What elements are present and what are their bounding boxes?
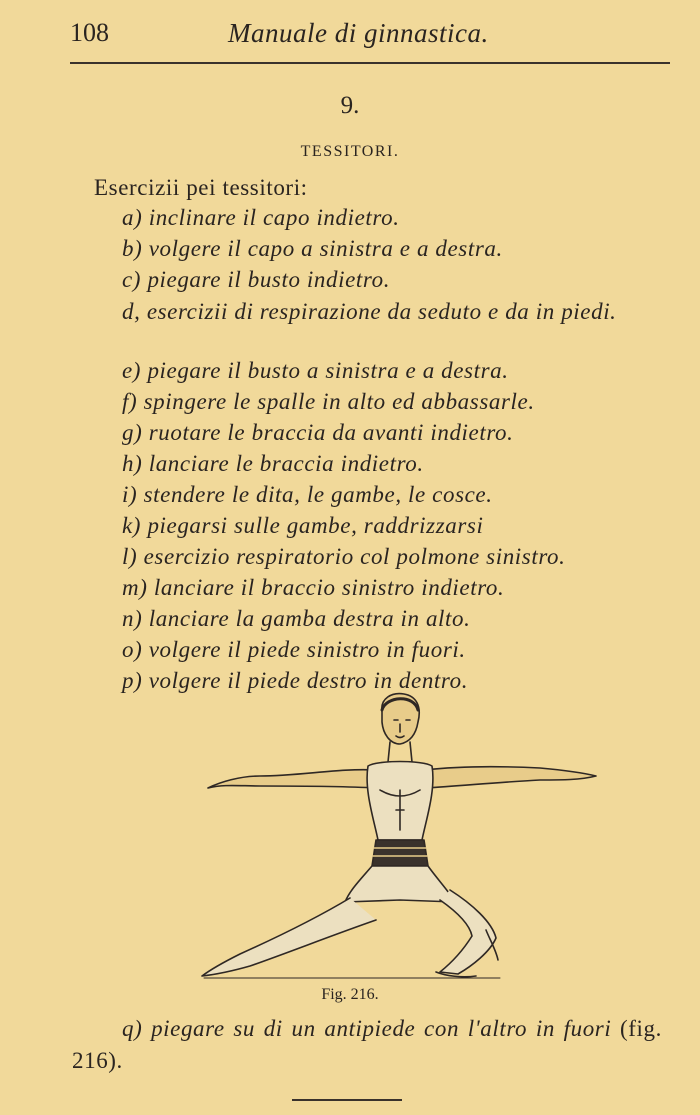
- item-text: piegare il busto indietro.: [147, 267, 391, 292]
- item-text: esercizio respiratorio col polmone sinistro.: [143, 544, 566, 569]
- footer-rule: [292, 1099, 402, 1101]
- item-text: lanciare il braccio sinistro indietro.: [153, 575, 505, 600]
- closing-text: piegare su di un antipiede con l'altro in fuori: [151, 1016, 612, 1041]
- list-item: [122, 451, 424, 477]
- item-label: m): [122, 575, 148, 600]
- list-item: [122, 389, 535, 415]
- list-item: [122, 575, 504, 601]
- item-text: piegare il busto a sinistra e a destra.: [147, 358, 509, 383]
- item-label: n): [122, 606, 143, 631]
- page-number: 108: [70, 18, 109, 47]
- item-label: b): [122, 236, 143, 261]
- figure-belt: [372, 840, 428, 866]
- figure-left-leg: [202, 898, 376, 976]
- item-text: piegarsi sulle gambe, raddrizzarsi: [147, 513, 484, 538]
- list-item: [72, 296, 647, 327]
- list-item: [122, 637, 466, 663]
- intro-text: Esercizii pei tessitori:: [94, 175, 308, 200]
- section-title: TESSITORI.: [300, 143, 400, 160]
- list-item: [122, 420, 514, 446]
- item-label: k): [122, 513, 142, 538]
- item-text: spingere le spalle in alto ed abbassarle.: [143, 389, 535, 414]
- list-item: [122, 267, 390, 293]
- item-label: a): [122, 205, 143, 230]
- item-text: volgere il piede sinistro in fuori.: [148, 637, 466, 662]
- item-label: g): [122, 420, 143, 445]
- item-label: c): [122, 267, 142, 292]
- closing-reference: (fig. 216).: [72, 1016, 662, 1073]
- closing-label: q): [122, 1016, 143, 1041]
- list-item: [122, 544, 565, 570]
- item-text: ruotare le braccia da avanti indietro.: [148, 420, 514, 445]
- item-label: o): [122, 637, 143, 662]
- gymnast-illustration: [200, 690, 600, 980]
- list-item: [122, 236, 503, 262]
- item-label: l): [122, 544, 138, 569]
- figure-left-arm: [208, 770, 376, 788]
- page-header: [0, 18, 700, 58]
- item-text: lanciare le braccia indietro.: [148, 451, 424, 476]
- item-label: i): [122, 482, 138, 507]
- header-rule: [70, 62, 670, 64]
- item-label: p): [122, 668, 143, 693]
- section-number: 9.: [340, 92, 360, 119]
- item-text: volgere il piede destro in dentro.: [148, 668, 469, 693]
- item-text: stendere le dita, le gambe, le cosce.: [143, 482, 493, 507]
- item-text: volgere il capo a sinistra e a destra.: [148, 236, 503, 261]
- list-item: [122, 606, 470, 632]
- item-text: inclinare il capo indietro.: [148, 205, 400, 230]
- item-label: f): [122, 389, 138, 414]
- list-item: [122, 513, 483, 539]
- item-label: h): [122, 451, 143, 476]
- closing-paragraph: [72, 1013, 662, 1077]
- figure-caption: Fig. 216.: [321, 986, 379, 1003]
- list-item: [122, 482, 493, 508]
- item-label: d,: [122, 299, 141, 324]
- running-title: Manuale di ginnastica.: [228, 18, 489, 48]
- item-text: lanciare la gamba destra in alto.: [148, 606, 471, 631]
- list-item: [122, 205, 400, 231]
- item-label: e): [122, 358, 142, 383]
- list-item: [122, 358, 509, 384]
- figure-right-arm: [425, 767, 596, 788]
- item-text: esercizii di respirazione da seduto e da in piedi.: [146, 299, 617, 324]
